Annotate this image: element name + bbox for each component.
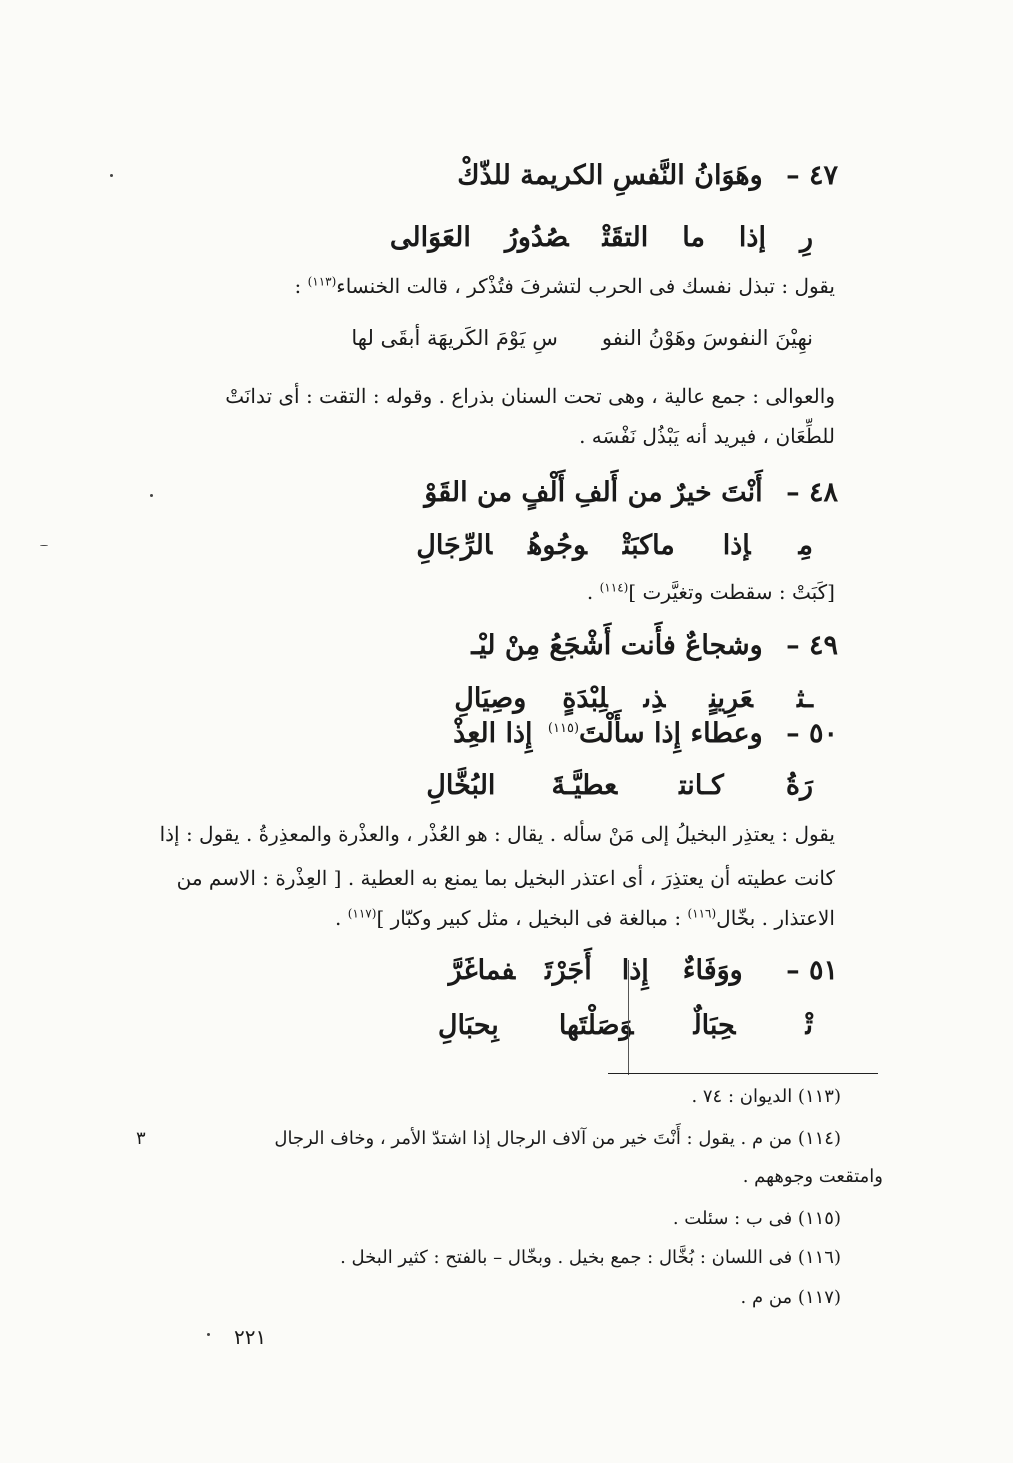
verse-word: وجُوهُ [528,530,587,561]
commentary-text: الاعتذار . بخّال [716,906,835,930]
verse-51-second-hemistich [438,1010,813,1041]
verse-word: رِ [799,222,813,253]
verse-text: وشجاعٌ فأَنت أَشْجَعُ مِنْ ليْـ [471,630,763,661]
verse-47-second-hemistich [390,222,813,253]
verse-word: كـانت [679,770,724,801]
scan-speck [110,174,113,177]
commentary-line: كانت عطيته أن يعتذِرَ ، أى اعتذر البخيل بما يمنع به العطية . [ العِذْرة : الاسم من [176,866,835,890]
verse-49-first-hemistich [471,630,838,661]
footnote-continuation: وامتقعت وجوههم . [742,1166,883,1187]
verse-word: إذا [722,530,751,561]
verse-word: بِحبَالِ [437,1010,499,1041]
verse-word: إذا [738,222,766,253]
verse-word: أَجَرْتَ [545,955,592,986]
verse-48-first-hemistich [424,477,838,508]
verse-word: فماغَرَّ [448,955,516,986]
footnote: (١١٤) من م . يقول : أَنْتَ خير من آلاف الرجال إذا اشتدّ الأمر ، وخاف الرجال [274,1128,841,1149]
verse-word: العَوَالى [389,222,471,253]
commentary-text: : مبالغة فى البخيل ، مثل كبير وكبّار ] [376,906,688,930]
verse-word: ماكبَتْ [622,530,675,561]
verse-word: وَصَلْتَها [558,1010,634,1041]
verse-word: إِذا [621,955,649,986]
verse-number: ٥١ – [786,955,838,986]
margin-mark: ٣ [136,1128,146,1149]
verse-47-first-hemistich [457,160,838,191]
footnote-ref: (١١٧) [347,906,377,921]
commentary-text: يقول : تبذل نفسك فى الحرب لتشرفَ فتُذْكر ، قالت الخنساء [336,274,835,298]
scan-speck [207,1333,210,1336]
commentary-text: . [586,580,600,604]
verse-48-second-hemistich [416,530,813,561]
commentary-line [294,274,835,298]
footnote-ref: (١١٣) [307,274,337,289]
verse-word: ما [682,222,705,253]
commentary-line [587,580,835,604]
footnote-ref: (١١٦) [687,906,717,921]
footnote-separator [608,1073,878,1074]
verse-text: وعطاء إِذا سأَلْتَ [579,718,763,749]
verse-word: التقَتْ [602,222,649,253]
commentary-line: يقول : يعتذِر البخيلُ إلى مَنْ سأله . يقال : هو العُذْر ، والعذْرة والمعذِرةُ . يقول : إذا [159,822,835,846]
verse-word: البُخَّالِ [426,770,496,801]
verse-word: رَةُ [785,770,813,801]
verse-text: أَنْتَ خيرٌ من أَلفِ أَلْفٍ من القَوْ [424,477,763,508]
verse-number: ٥٠ – [786,718,838,749]
verse-word: حِبَالٌ [693,1010,736,1041]
commentary-line [335,906,835,930]
verse-50-second-hemistich [426,770,813,801]
verse-word: صُدُورُ [504,222,569,253]
commentary-text: : [294,274,308,298]
verse-number: ٤٨ – [786,477,838,508]
footnote: (١١٣) الديوان : ٧٤ . [691,1086,841,1107]
column-mark [628,960,629,1075]
page-number: ٢٢١ [234,1325,267,1349]
verse-word: ووَفَاءٌ [682,955,743,986]
verse-word: عَرِينٍ [709,683,753,714]
verse-49-second-hemistich [454,683,813,714]
footnote-ref: (١١٥) [547,721,580,736]
verse-word: لِبْدَةٍ [562,683,608,714]
verse-word: الرِّجَالِ [416,530,493,561]
commentary-text: . [335,906,348,930]
footnote: (١١٦) فى اللسان : بُخَّال : جمع بخيل . وبخّال – بالفتح : كثير البخل . [340,1247,841,1268]
verse-word: تْ [805,1010,813,1041]
quoted-hemistich: سِ يَوْمَ الكَريهَة أبقَى لها [351,326,558,350]
footnote-ref: (١١٤) [599,580,629,595]
commentary-line: للطِّعَان ، فيريد أنه يَبْذُل نَفْسَه . [579,424,835,448]
commentary-text: [كَبَتْ : سقطت وتغيَّرت ] [628,580,835,604]
verse-word: ذِى [643,683,666,714]
scan-speck [150,494,153,497]
quoted-verse [351,326,813,350]
scan-speck [40,545,48,546]
footnote: (١١٥) فى ب : سئلت . [672,1208,841,1229]
verse-word: ـث [796,683,813,714]
verse-word: مِ [798,530,813,561]
footnote: (١١٧) من م . [740,1287,841,1308]
verse-50-first-hemistich [453,718,838,749]
verse-text: وهَوَانُ النَّفسِ الكريمة للذّكْ [457,160,763,191]
verse-word: وصِيَالِ [454,683,527,714]
verse-51-first-hemistich [449,955,838,986]
verse-word: عطيَّـةَ [551,770,618,801]
commentary-line: والعوالى : جمع عالية ، وهى تحت السنان بذراع . وقوله : التقت : أى تدانَتْ [225,384,835,408]
verse-number: ٤٩ – [786,630,838,661]
verse-number: ٤٧ – [786,160,838,191]
verse-text: إِذا العِذْ [453,718,533,749]
quoted-hemistich: نهِيْنَ النفوسَ وهَوْنُ النفو [601,326,813,350]
